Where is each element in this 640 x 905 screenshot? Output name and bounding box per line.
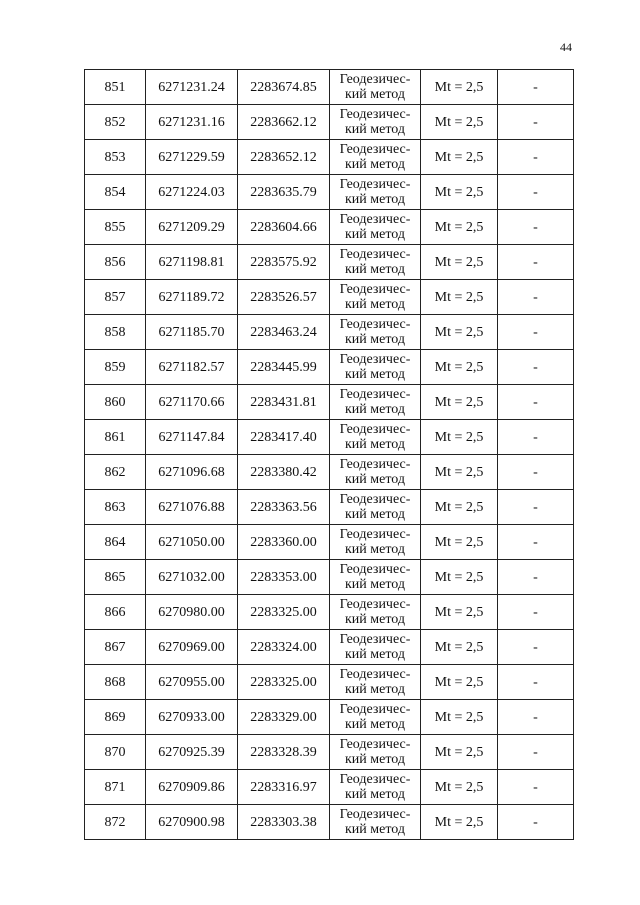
accuracy-cell: Mt = 2,5 <box>421 630 498 665</box>
point-number-cell: 864 <box>85 525 146 560</box>
method-cell <box>330 70 421 105</box>
point-number-cell: 865 <box>85 560 146 595</box>
method-line-2: кий метод <box>344 122 405 137</box>
x-coordinate-cell: 6271224.03 <box>146 175 238 210</box>
x-coordinate-cell: 6271182.57 <box>146 350 238 385</box>
method-cell <box>330 280 421 315</box>
method-line-2: кий метод <box>344 402 405 417</box>
method-cell <box>330 525 421 560</box>
note-cell: - <box>498 805 574 840</box>
y-coordinate-cell: 2283363.56 <box>238 490 330 525</box>
y-coordinate-cell: 2283526.57 <box>238 280 330 315</box>
method-line-2: кий метод <box>344 87 405 102</box>
x-coordinate-cell: 6271147.84 <box>146 420 238 455</box>
x-coordinate-cell: 6270969.00 <box>146 630 238 665</box>
x-coordinate-cell: 6270925.39 <box>146 735 238 770</box>
point-number-cell: 867 <box>85 630 146 665</box>
point-number-cell: 868 <box>85 665 146 700</box>
point-number-cell: 859 <box>85 350 146 385</box>
accuracy-cell: Mt = 2,5 <box>421 350 498 385</box>
method-line-2: кий метод <box>344 437 405 452</box>
method-cell <box>330 735 421 770</box>
x-coordinate-cell: 6271209.29 <box>146 210 238 245</box>
method-line-1: Геодезичес- <box>339 212 411 227</box>
method-line-2: кий метод <box>344 227 405 242</box>
method-cell <box>330 770 421 805</box>
x-coordinate-cell: 6271050.00 <box>146 525 238 560</box>
accuracy-cell: Mt = 2,5 <box>421 105 498 140</box>
x-coordinate-cell: 6271032.00 <box>146 560 238 595</box>
accuracy-cell: Mt = 2,5 <box>421 175 498 210</box>
x-coordinate-cell: 6271229.59 <box>146 140 238 175</box>
y-coordinate-cell: 2283652.12 <box>238 140 330 175</box>
method-cell <box>330 105 421 140</box>
table-row <box>85 420 574 455</box>
method-line-1: Геодезичес- <box>339 247 411 262</box>
note-cell: - <box>498 385 574 420</box>
method-line-1: Геодезичес- <box>339 597 411 612</box>
accuracy-cell: Mt = 2,5 <box>421 455 498 490</box>
table-row <box>85 700 574 735</box>
method-line-2: кий метод <box>344 577 405 592</box>
x-coordinate-cell: 6270909.86 <box>146 770 238 805</box>
table-row <box>85 350 574 385</box>
method-cell <box>330 140 421 175</box>
method-line-2: кий метод <box>344 542 405 557</box>
method-line-1: Геодезичес- <box>339 177 411 192</box>
coordinates-table-body <box>85 70 574 840</box>
y-coordinate-cell: 2283445.99 <box>238 350 330 385</box>
table-row <box>85 385 574 420</box>
coordinates-table <box>84 69 574 840</box>
x-coordinate-cell: 6270933.00 <box>146 700 238 735</box>
method-line-2: кий метод <box>344 297 405 312</box>
table-row <box>85 70 574 105</box>
note-cell: - <box>498 350 574 385</box>
method-line-2: кий метод <box>344 332 405 347</box>
table-row <box>85 105 574 140</box>
point-number-cell: 862 <box>85 455 146 490</box>
accuracy-cell: Mt = 2,5 <box>421 280 498 315</box>
method-cell <box>330 315 421 350</box>
y-coordinate-cell: 2283674.85 <box>238 70 330 105</box>
note-cell: - <box>498 140 574 175</box>
method-line-2: кий метод <box>344 472 405 487</box>
method-line-2: кий метод <box>344 717 405 732</box>
point-number-cell: 851 <box>85 70 146 105</box>
method-line-1: Геодезичес- <box>339 422 411 437</box>
method-line-1: Геодезичес- <box>339 562 411 577</box>
method-cell <box>330 245 421 280</box>
table-row <box>85 525 574 560</box>
point-number-cell: 860 <box>85 385 146 420</box>
note-cell: - <box>498 455 574 490</box>
table-row <box>85 245 574 280</box>
point-number-cell: 871 <box>85 770 146 805</box>
note-cell: - <box>498 245 574 280</box>
y-coordinate-cell: 2283604.66 <box>238 210 330 245</box>
point-number-cell: 861 <box>85 420 146 455</box>
method-cell <box>330 210 421 245</box>
point-number-cell: 872 <box>85 805 146 840</box>
table-row <box>85 630 574 665</box>
method-line-2: кий метод <box>344 192 405 207</box>
y-coordinate-cell: 2283635.79 <box>238 175 330 210</box>
note-cell: - <box>498 665 574 700</box>
point-number-cell: 854 <box>85 175 146 210</box>
method-line-2: кий метод <box>344 787 405 802</box>
accuracy-cell: Mt = 2,5 <box>421 140 498 175</box>
y-coordinate-cell: 2283316.97 <box>238 770 330 805</box>
table-row <box>85 805 574 840</box>
x-coordinate-cell: 6271170.66 <box>146 385 238 420</box>
note-cell: - <box>498 560 574 595</box>
note-cell: - <box>498 700 574 735</box>
note-cell: - <box>498 525 574 560</box>
method-line-1: Геодезичес- <box>339 492 411 507</box>
method-line-1: Геодезичес- <box>339 807 411 822</box>
x-coordinate-cell: 6271198.81 <box>146 245 238 280</box>
x-coordinate-cell: 6271185.70 <box>146 315 238 350</box>
note-cell: - <box>498 770 574 805</box>
note-cell: - <box>498 630 574 665</box>
note-cell: - <box>498 280 574 315</box>
x-coordinate-cell: 6271096.68 <box>146 455 238 490</box>
method-line-1: Геодезичес- <box>339 632 411 647</box>
accuracy-cell: Mt = 2,5 <box>421 420 498 455</box>
method-line-2: кий метод <box>344 752 405 767</box>
method-line-1: Геодезичес- <box>339 667 411 682</box>
point-number-cell: 852 <box>85 105 146 140</box>
y-coordinate-cell: 2283325.00 <box>238 595 330 630</box>
y-coordinate-cell: 2283360.00 <box>238 525 330 560</box>
method-cell <box>330 175 421 210</box>
accuracy-cell: Mt = 2,5 <box>421 490 498 525</box>
method-line-2: кий метод <box>344 507 405 522</box>
x-coordinate-cell: 6271076.88 <box>146 490 238 525</box>
table-row <box>85 210 574 245</box>
page-number: 44 <box>560 40 572 54</box>
accuracy-cell: Mt = 2,5 <box>421 525 498 560</box>
method-line-1: Геодезичес- <box>339 352 411 367</box>
accuracy-cell: Mt = 2,5 <box>421 665 498 700</box>
point-number-cell: 858 <box>85 315 146 350</box>
table-row <box>85 140 574 175</box>
point-number-cell: 870 <box>85 735 146 770</box>
accuracy-cell: Mt = 2,5 <box>421 805 498 840</box>
table-row <box>85 560 574 595</box>
note-cell: - <box>498 70 574 105</box>
accuracy-cell: Mt = 2,5 <box>421 210 498 245</box>
point-number-cell: 853 <box>85 140 146 175</box>
method-cell <box>330 665 421 700</box>
method-cell <box>330 385 421 420</box>
y-coordinate-cell: 2283575.92 <box>238 245 330 280</box>
accuracy-cell: Mt = 2,5 <box>421 700 498 735</box>
table-row <box>85 770 574 805</box>
y-coordinate-cell: 2283328.39 <box>238 735 330 770</box>
method-cell <box>330 560 421 595</box>
accuracy-cell: Mt = 2,5 <box>421 770 498 805</box>
table-row <box>85 455 574 490</box>
table-row <box>85 175 574 210</box>
method-cell <box>330 490 421 525</box>
table-row <box>85 735 574 770</box>
point-number-cell: 866 <box>85 595 146 630</box>
table-row <box>85 665 574 700</box>
method-line-2: кий метод <box>344 612 405 627</box>
y-coordinate-cell: 2283324.00 <box>238 630 330 665</box>
accuracy-cell: Mt = 2,5 <box>421 315 498 350</box>
method-line-2: кий метод <box>344 647 405 662</box>
note-cell: - <box>498 175 574 210</box>
method-line-2: кий метод <box>344 822 405 837</box>
accuracy-cell: Mt = 2,5 <box>421 735 498 770</box>
note-cell: - <box>498 735 574 770</box>
point-number-cell: 856 <box>85 245 146 280</box>
method-cell <box>330 700 421 735</box>
y-coordinate-cell: 2283662.12 <box>238 105 330 140</box>
note-cell: - <box>498 595 574 630</box>
method-line-1: Геодезичес- <box>339 72 411 87</box>
y-coordinate-cell: 2283380.42 <box>238 455 330 490</box>
x-coordinate-cell: 6271231.24 <box>146 70 238 105</box>
note-cell: - <box>498 105 574 140</box>
y-coordinate-cell: 2283325.00 <box>238 665 330 700</box>
method-line-2: кий метод <box>344 262 405 277</box>
method-line-1: Геодезичес- <box>339 772 411 787</box>
point-number-cell: 855 <box>85 210 146 245</box>
method-line-1: Геодезичес- <box>339 317 411 332</box>
method-line-1: Геодезичес- <box>339 282 411 297</box>
point-number-cell: 869 <box>85 700 146 735</box>
x-coordinate-cell: 6271189.72 <box>146 280 238 315</box>
y-coordinate-cell: 2283353.00 <box>238 560 330 595</box>
accuracy-cell: Mt = 2,5 <box>421 70 498 105</box>
method-line-1: Геодезичес- <box>339 527 411 542</box>
method-line-2: кий метод <box>344 682 405 697</box>
note-cell: - <box>498 210 574 245</box>
method-line-1: Геодезичес- <box>339 702 411 717</box>
method-line-2: кий метод <box>344 157 405 172</box>
note-cell: - <box>498 490 574 525</box>
point-number-cell: 857 <box>85 280 146 315</box>
accuracy-cell: Mt = 2,5 <box>421 560 498 595</box>
note-cell: - <box>498 315 574 350</box>
table-row <box>85 595 574 630</box>
y-coordinate-cell: 2283431.81 <box>238 385 330 420</box>
table-row <box>85 490 574 525</box>
x-coordinate-cell: 6270980.00 <box>146 595 238 630</box>
accuracy-cell: Mt = 2,5 <box>421 595 498 630</box>
y-coordinate-cell: 2283303.38 <box>238 805 330 840</box>
method-line-1: Геодезичес- <box>339 387 411 402</box>
method-line-1: Геодезичес- <box>339 107 411 122</box>
method-cell <box>330 630 421 665</box>
method-cell <box>330 350 421 385</box>
y-coordinate-cell: 2283463.24 <box>238 315 330 350</box>
method-line-1: Геодезичес- <box>339 737 411 752</box>
accuracy-cell: Mt = 2,5 <box>421 385 498 420</box>
accuracy-cell: Mt = 2,5 <box>421 245 498 280</box>
y-coordinate-cell: 2283329.00 <box>238 700 330 735</box>
table-row <box>85 315 574 350</box>
method-line-1: Геодезичес- <box>339 142 411 157</box>
method-cell <box>330 455 421 490</box>
table-row <box>85 280 574 315</box>
note-cell: - <box>498 420 574 455</box>
point-number-cell: 863 <box>85 490 146 525</box>
method-cell <box>330 595 421 630</box>
x-coordinate-cell: 6270955.00 <box>146 665 238 700</box>
x-coordinate-cell: 6270900.98 <box>146 805 238 840</box>
method-line-1: Геодезичес- <box>339 457 411 472</box>
method-line-2: кий метод <box>344 367 405 382</box>
method-cell <box>330 805 421 840</box>
method-cell <box>330 420 421 455</box>
y-coordinate-cell: 2283417.40 <box>238 420 330 455</box>
x-coordinate-cell: 6271231.16 <box>146 105 238 140</box>
